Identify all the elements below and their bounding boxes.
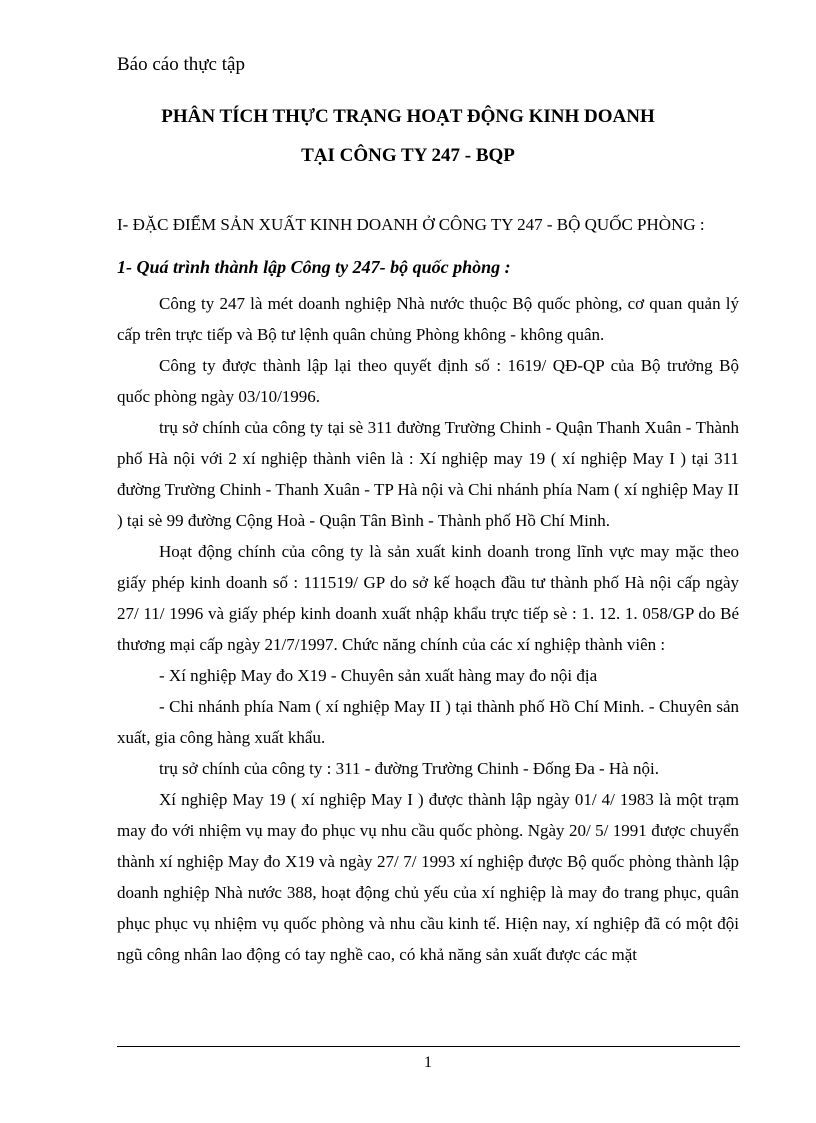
document-title-line-2: TẠI CÔNG TY 247 - BQP [301,145,515,166]
page-number: 1 [424,1054,432,1071]
paragraph: - Xí nghiệp May đo X19 - Chuyên sản xuất hàng may đo nội địa [159,666,598,685]
paragraph: Hoạt động chính của công ty là sản xuất kinh doanh trong lĩnh vực may mặc theo giấy phép kinh doanh số : 111519/ GP do sở kế hoạch đầu tư thành phố Hà nội cấp ngày 27/ 11/ 1996 và giấy phép kinh doanh xuất nhập khẩu trực tiếp sè : 1. 12. 1. 058/GP do Bé thương mại cấp ngày 21/7/1997. Chức năng chính của các xí nghiệp thành viên : [117,542,739,654]
paragraph: trụ sở chính của công ty tại sè 311 đường Trường Chinh - Quận Thanh Xuân - Thành phố Hà nội với 2 xí nghiệp thành viên là : Xí nghiệp may 19 ( xí nghiệp May I ) tại 311 đường Trường Chinh - Thanh Xuân - TP Hà nội và Chi nhánh phía Nam ( xí nghiệp May II ) tại sè 99 đường Cộng Hoà - Quận Tân Bình - Thành phố Hồ Chí Minh. [117,418,739,530]
paragraph: Xí nghiệp May 19 ( xí nghiệp May I ) được thành lập ngày 01/ 4/ 1983 là một trạm may đo với nhiệm vụ may đo phục vụ nhu cầu quốc phòng. Ngày 20/ 5/ 1991 được chuyển thành xí nghiệp May đo X19 và ngày 27/ 7/ 1993 xí nghiệp được Bộ quốc phòng thành lập doanh nghiệp Nhà nước 388, hoạt động chủ yếu của xí nghiệp là may đo trang phục, quân phục phục vụ nhiệm vụ quốc phòng và nhu cầu kinh tế. Hiện nay, xí nghiệp đã có một đội ngũ công nhân lao động có tay nghề cao, có khả năng sản xuất được các mặt [117,790,739,964]
subsection-heading: 1- Quá trình thành lập Công ty 247- bộ quốc phòng : [117,257,511,277]
paragraph: - Chi nhánh phía Nam ( xí nghiệp May II ) tại thành phố Hồ Chí Minh. - Chuyên sản xuất, gia công hàng xuất khẩu. [117,697,739,747]
footer-divider [117,1046,740,1047]
body-text [117,288,739,970]
paragraph: trụ sở chính của công ty : 311 - đường Trường Chinh - Đống Đa - Hà nội. [159,759,659,778]
section-heading: I- ĐẶC ĐIỂM SẢN XUẤT KINH DOANH Ở CÔNG TY 247 - BỘ QUỐC PHÒNG : [117,215,705,234]
paragraph: Công ty được thành lập lại theo quyết định số : 1619/ QĐ-QP của Bộ trưởng Bộ quốc phòng ngày 03/10/1996. [117,356,739,406]
header-label: Báo cáo thực tập [117,54,245,75]
paragraph: Công ty 247 là mét doanh nghiệp Nhà nước thuộc Bộ quốc phòng, cơ quan quản lý cấp trên trực tiếp và Bộ tư lệnh quân chủng Phòng không - không quân. [117,294,739,344]
document-title-line-1: PHÂN TÍCH THỰC TRẠNG HOẠT ĐỘNG KINH DOANH [161,106,655,127]
